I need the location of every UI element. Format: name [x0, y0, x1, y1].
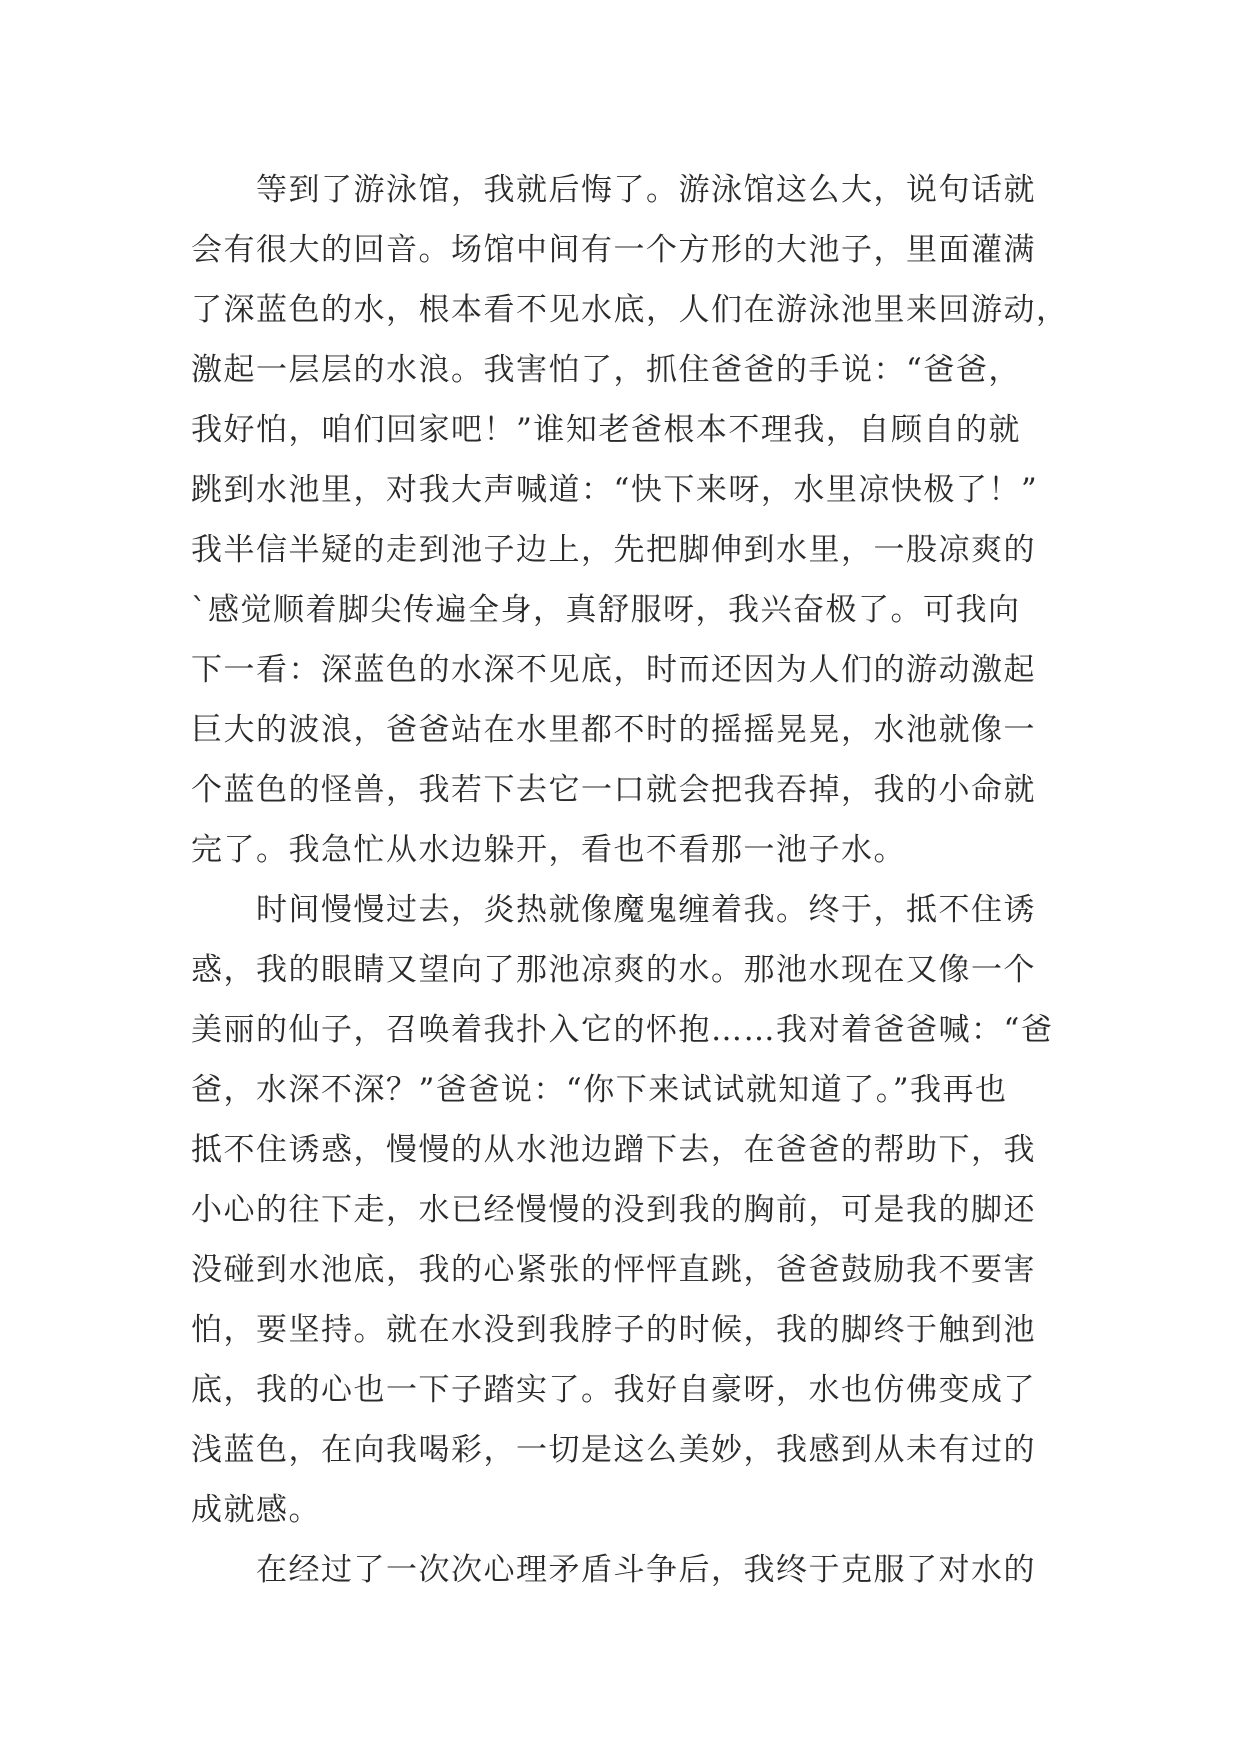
paragraph-1-line-5: 我好怕，咱们回家吧！”谁知老爸根本不理我，自顾自的就 — [191, 412, 1021, 448]
paragraph-1-line-4: 激起一层层的水浪。我害怕了，抓住爸爸的手说：“爸爸， — [191, 352, 1021, 388]
paragraph-1-line-10: 巨大的波浪，爸爸站在水里都不时的摇摇晃晃，水池就像一 — [191, 712, 1036, 748]
paragraph-2-line-1: 时间慢慢过去，炎热就像魔鬼缠着我。终于，抵不住诱 — [256, 892, 1036, 928]
paragraph-1-line-8: `感觉顺着脚尖传遍全身，真舒服呀，我兴奋极了。可我向 — [191, 592, 1021, 628]
paragraph-2-line-8: 怕，要坚持。就在水没到我脖子的时候，我的脚终于触到池 — [191, 1312, 1036, 1348]
paragraph-3-line-1: 在经过了一次次心理矛盾斗争后，我终于克服了对水的 — [256, 1552, 1036, 1588]
paragraph-1-line-7: 我半信半疑的走到池子边上，先把脚伸到水里，一股凉爽的 — [191, 532, 1036, 568]
paragraph-1-line-6: 跳到水池里，对我大声喊道：“快下来呀，水里凉快极了！” — [191, 472, 1039, 508]
paragraph-2-line-7: 没碰到水池底，我的心紧张的怦怦直跳，爸爸鼓励我不要害 — [191, 1252, 1036, 1288]
paragraph-2-line-5: 抵不住诱惑，慢慢的从水池边蹭下去，在爸爸的帮助下，我 — [191, 1132, 1036, 1168]
paragraph-2-line-11: 成就感。 — [191, 1492, 321, 1528]
paragraph-1-line-11: 个蓝色的怪兽，我若下去它一口就会把我吞掉，我的小命就 — [191, 772, 1036, 808]
essay-body — [191, 160, 1069, 1600]
paragraph-2-line-3: 美丽的仙子，召唤着我扑入它的怀抱……我对着爸爸喊：“爸 — [191, 1012, 1054, 1048]
paragraph-1-line-9: 下一看：深蓝色的水深不见底，时而还因为人们的游动激起 — [191, 652, 1036, 688]
paragraph-2-line-2: 惑，我的眼睛又望向了那池凉爽的水。那池水现在又像一个 — [191, 952, 1036, 988]
paragraph-2-line-4: 爸，水深不深？”爸爸说：“你下来试试就知道了。”我再也 — [191, 1072, 1008, 1108]
paragraph-1-line-1: 等到了游泳馆，我就后悔了。游泳馆这么大，说句话就 — [256, 172, 1036, 208]
paragraph-2-line-10: 浅蓝色，在向我喝彩，一切是这么美妙，我感到从未有过的 — [191, 1432, 1036, 1468]
paragraph-1-line-3: 了深蓝色的水，根本看不见水底，人们在游泳池里来回游动， — [191, 292, 1069, 328]
paragraph-2-line-9: 底，我的心也一下子踏实了。我好自豪呀，水也仿佛变成了 — [191, 1372, 1036, 1408]
paragraph-1-line-2: 会有很大的回音。场馆中间有一个方形的大池子，里面灌满 — [191, 232, 1036, 268]
paragraph-2-line-6: 小心的往下走，水已经慢慢的没到我的胸前，可是我的脚还 — [191, 1192, 1036, 1228]
paragraph-1-line-12: 完了。我急忙从水边躲开，看也不看那一池子水。 — [191, 832, 906, 868]
